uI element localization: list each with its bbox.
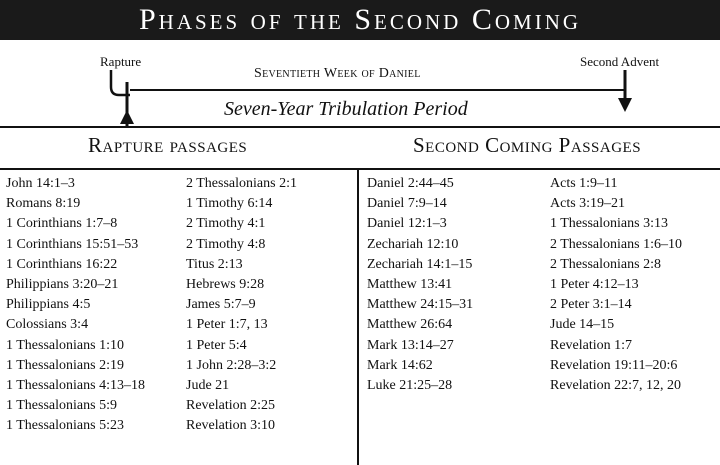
title-bar <box>0 0 720 40</box>
list-item: Daniel 12:1–3 <box>367 216 447 232</box>
list-item: 1 Thessalonians 1:10 <box>6 337 124 353</box>
list-item: 1 Corinthians 1:7–8 <box>6 216 118 232</box>
advent-down-arrow <box>618 98 632 112</box>
column-divider <box>357 168 359 465</box>
rapture-label: Rapture <box>100 54 142 69</box>
list-item: Revelation 19:11–20:6 <box>550 357 678 373</box>
rapture-heading: Rapture passages <box>88 133 248 157</box>
list-item: 2 Thessalonians 2:1 <box>186 176 297 191</box>
list-item: Jude 14–15 <box>550 317 615 333</box>
rapture-up-arrow <box>120 110 134 124</box>
list-item: 1 Corinthians 15:51–53 <box>6 236 139 252</box>
list-item: 1 Thessalonians 4:13–18 <box>6 377 145 393</box>
list-item: 2 Timothy 4:1 <box>186 216 266 232</box>
list-item: Acts 3:19–21 <box>550 196 626 212</box>
list-item: 1 Thessalonians 5:23 <box>6 418 124 434</box>
list-item: Matthew 24:15–31 <box>367 297 474 313</box>
list-item: Revelation 22:7, 12, 20 <box>550 377 682 393</box>
list-item: 1 John 2:28–3:2 <box>186 357 277 373</box>
list-item: John 14:1–3 <box>6 176 75 191</box>
list-item: Acts 1:9–11 <box>550 176 618 191</box>
list-item: Luke 21:25–28 <box>367 377 453 393</box>
list-item: 1 Thessalonians 3:13 <box>550 216 668 232</box>
list-item: 2 Thessalonians 1:6–10 <box>550 236 682 252</box>
list-item: 1 Thessalonians 2:19 <box>6 357 124 373</box>
list-item: Mark 13:14–27 <box>367 337 454 353</box>
page-title: Phases of the Second Coming <box>138 3 582 36</box>
list-item: Mark 14:62 <box>367 357 433 373</box>
list-item: 2 Peter 3:1–14 <box>550 297 632 313</box>
list-item: Jude 21 <box>186 377 230 393</box>
seventieth-week-label: Seventieth Week of Daniel <box>254 66 421 81</box>
list-item: Daniel 2:44–45 <box>367 176 454 191</box>
list-item: Hebrews 9:28 <box>186 276 265 292</box>
list-item: 2 Timothy 4:8 <box>186 236 266 252</box>
list-item: 2 Thessalonians 2:8 <box>550 256 661 272</box>
list-item: 1 Peter 1:7, 13 <box>186 317 268 333</box>
divider-heading <box>0 168 720 170</box>
rapture-list-2 <box>186 174 297 436</box>
second-coming-heading: Second Coming Passages <box>413 133 642 157</box>
list-item: Revelation 1:7 <box>550 337 633 353</box>
second-advent-label: Second Advent <box>580 54 660 69</box>
divider-top <box>0 126 720 128</box>
list-item: Philippians 3:20–21 <box>6 276 119 292</box>
list-item: Matthew 13:41 <box>367 276 453 292</box>
list-item: Colossians 3:4 <box>6 317 89 333</box>
list-item: Romans 8:19 <box>6 196 81 212</box>
list-item: James 5:7–9 <box>186 297 256 313</box>
list-item: 1 Corinthians 16:22 <box>6 256 118 272</box>
list-item: Zechariah 14:1–15 <box>367 256 473 272</box>
second-coming-list-1 <box>367 174 473 396</box>
list-item: Revelation 3:10 <box>186 418 276 434</box>
list-item: Revelation 2:25 <box>186 398 276 414</box>
rapture-list-1 <box>6 174 145 436</box>
tribulation-period-label: Seven-Year Tribulation Period <box>224 98 468 120</box>
list-item: Matthew 26:64 <box>367 317 453 333</box>
second-coming-list-2 <box>550 174 682 396</box>
list-item: 1 Thessalonians 5:9 <box>6 398 117 414</box>
timeline-diagram <box>0 40 720 126</box>
list-item: Zechariah 12:10 <box>367 236 459 252</box>
list-item: 1 Timothy 6:14 <box>186 196 273 212</box>
list-item: Daniel 7:9–14 <box>367 196 447 212</box>
list-item: Titus 2:13 <box>186 256 243 272</box>
list-item: 1 Peter 4:12–13 <box>550 276 639 292</box>
list-item: Philippians 4:5 <box>6 297 91 313</box>
list-item: 1 Peter 5:4 <box>186 337 247 353</box>
